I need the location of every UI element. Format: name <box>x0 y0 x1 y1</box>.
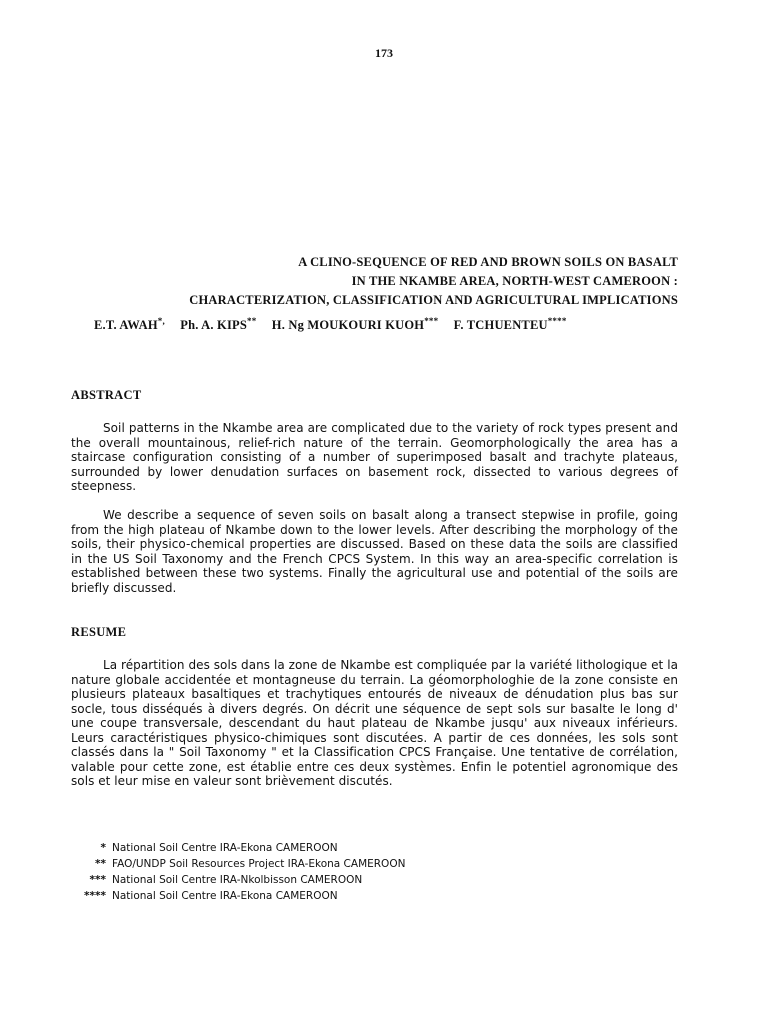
author-footnote-mark: ** <box>247 316 257 326</box>
footnotes <box>68 840 568 904</box>
page-number: 173 <box>375 46 393 60</box>
resume-heading: RESUME <box>71 625 127 639</box>
author-footnote-mark: *, <box>157 316 165 326</box>
author: E.T. AWAH*, <box>94 316 165 333</box>
author: Ph. A. KIPS** <box>180 316 257 333</box>
title-line: IN THE NKAMBE AREA, NORTH-WEST CAMEROON : <box>351 274 678 288</box>
author-list <box>94 316 684 333</box>
footnote: **** National Soil Centre IRA-Ekona CAMEROON <box>84 890 338 902</box>
title-line: CHARACTERIZATION, CLASSIFICATION AND AGRICULTURAL IMPLICATIONS <box>189 293 678 307</box>
resume-paragraph: La répartition des sols dans la zone de Nkambe est compliquée par la variété lithologique et la nature globale accidentée et montagneuse du terrain. La géomorphologhie de la zone consiste en plusieurs plateaux basaltiques et trachytiques entourés de niveaux de dénudation plus bas sur socle, tous disséqués à divers degrés. On décrit une séquence de sept sols sur basalte le long d' une coupe transversale, descendant du haut plateau de Nkambe jusqu' aux niveaux inférieurs. Leurs caractéristiques physico-chimiques sont discutées. A partir de ces données, les sols sont classés dans la " Soil Taxonomy " et la Classification CPCS Française. Une tentative de corrélation, valable pour cette zone, est établie entre ces deux systèmes. Enfin le potentiel agronomique des sols et leur mise en valeur sont brièvement discutés. <box>71 658 678 788</box>
author: H. Ng MOUKOURI KUOH*** <box>271 316 439 333</box>
author-footnote-mark: **** <box>547 316 567 326</box>
abstract-paragraph: Soil patterns in the Nkambe area are complicated due to the variety of rock types present and the overall mountainous, relief-rich nature of the terrain. Geomorphologically the area has a staircase configuration consisting of a number of superimposed basalt and trachyte plateaus, surrounded by lower denudation surfaces on basement rock, dissected to various degrees of steepness. <box>71 421 678 493</box>
title-line: A CLINO-SEQUENCE OF RED AND BROWN SOILS ON BASALT <box>298 255 678 269</box>
abstract-paragraph: We describe a sequence of seven soils on basalt along a transect stepwise in profile, going from the high plateau of Nkambe down to the lower levels. After describing the morphology of the soils, their physico-chemical properties are discussed. Based on these data the soils are classified in the US Soil Taxonomy and the French CPCS System. In this way an area-specific correlation is established between these two systems. Finally the agricultural use and potential of the soils are briefly discussed. <box>71 508 678 595</box>
footnote: ** FAO/UNDP Soil Resources Project IRA-Ekona CAMEROON <box>95 858 406 870</box>
author-footnote-mark: *** <box>424 316 439 326</box>
footnote: *** National Soil Centre IRA-Nkolbisson CAMEROON <box>89 874 363 886</box>
abstract-heading: ABSTRACT <box>71 388 142 402</box>
footnote: * National Soil Centre IRA-Ekona CAMEROON <box>100 842 338 854</box>
paper-title <box>38 253 678 310</box>
author: F. TCHUENTEU**** <box>453 316 567 333</box>
